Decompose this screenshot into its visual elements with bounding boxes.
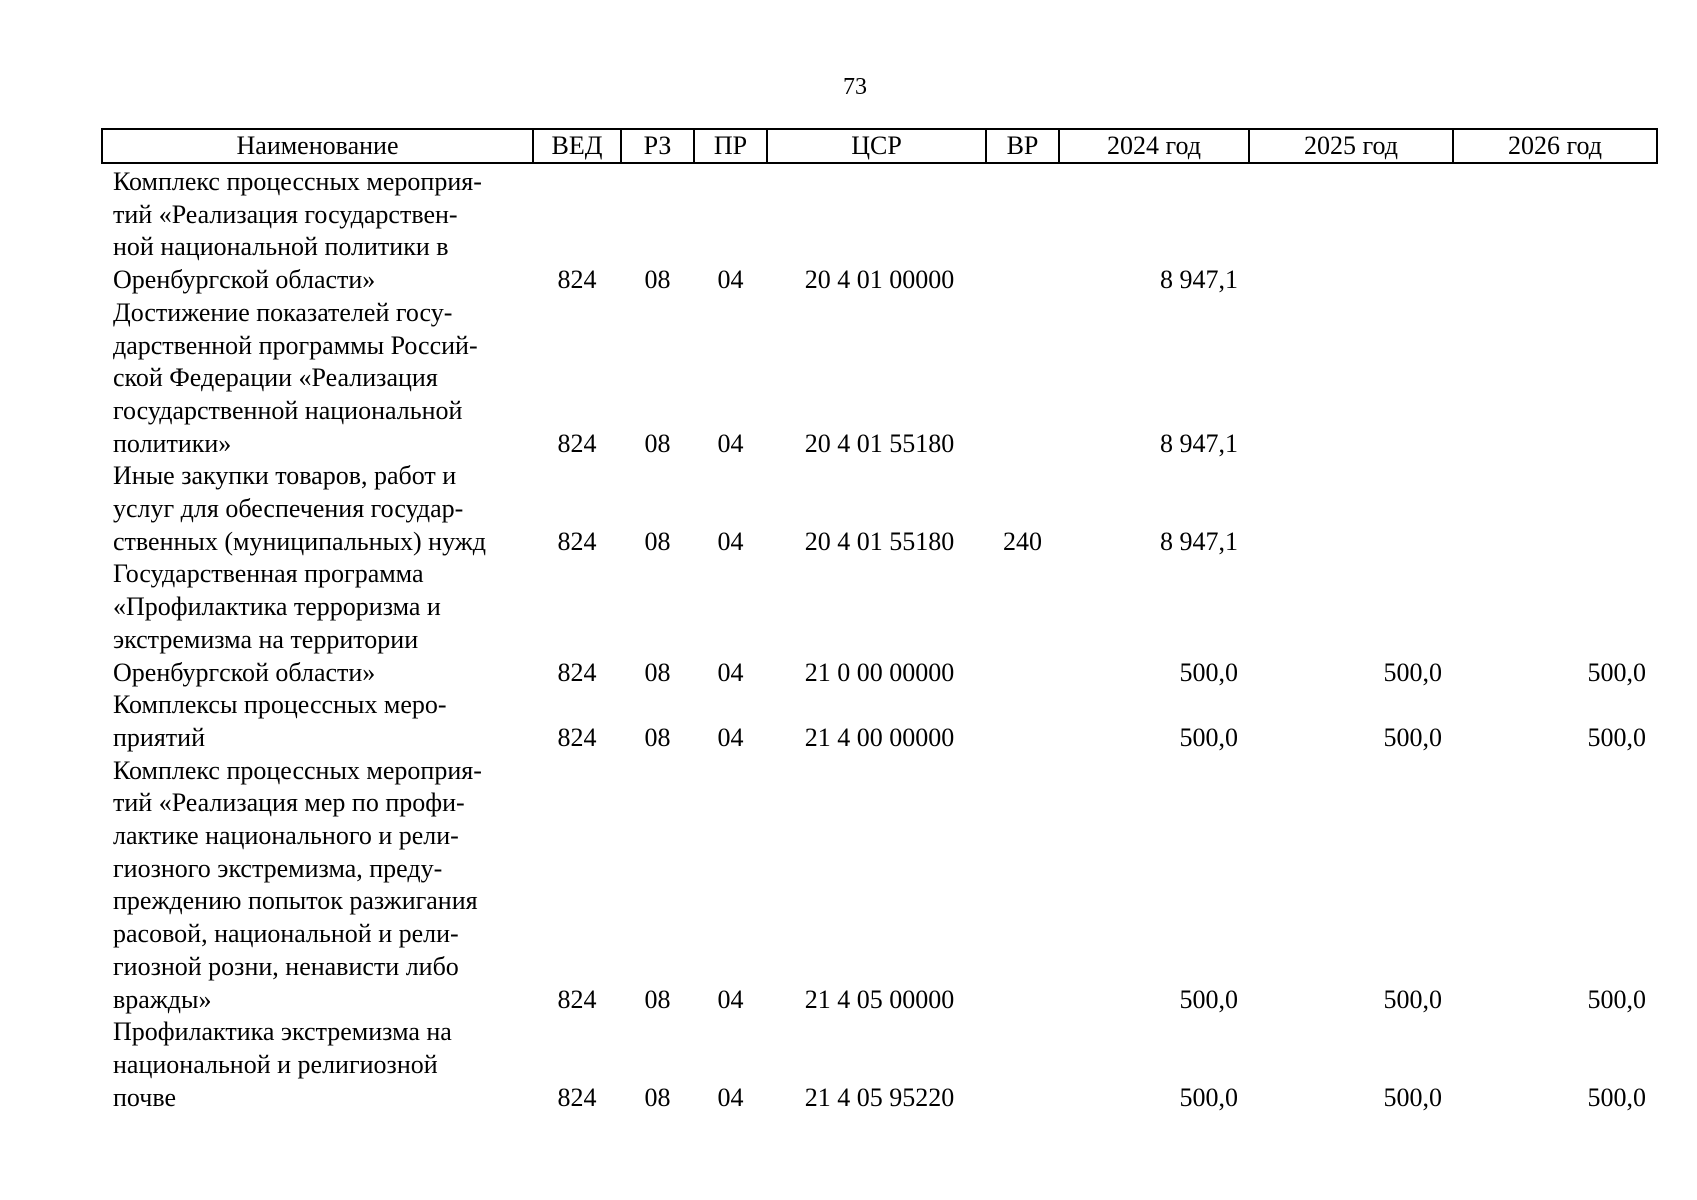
row-2025 xyxy=(1249,163,1453,297)
row-2026: 500,0 xyxy=(1587,722,1646,752)
row-2024: 8 947,1 xyxy=(1160,428,1238,458)
row-2025: 500,0 xyxy=(1383,657,1442,687)
row-csr: 20 4 01 55180 xyxy=(804,428,955,458)
row-vr xyxy=(986,755,1059,1017)
row-csr: 21 0 00 00000 xyxy=(804,657,955,687)
table-row xyxy=(102,1016,1657,1114)
table-header-row xyxy=(102,129,1657,163)
row-vr xyxy=(986,558,1059,689)
row-ved: 824 xyxy=(557,722,597,752)
row-csr: 21 4 05 00000 xyxy=(804,984,955,1014)
header-pr: ПР xyxy=(694,129,767,163)
row-name: Комплекс процессных мероприя- тий «Реализация мер по профи- лактике национального и рели- гиозного экстремизма, преду- преждению попыток разжигания расовой, национальной и рели- гиозной розни, ненависти либо вражды» xyxy=(113,755,482,1014)
header-2025: 2025 год xyxy=(1249,129,1453,163)
row-ved: 824 xyxy=(557,526,597,556)
row-2026 xyxy=(1453,163,1657,297)
row-name: Комплекс процессных мероприя- тий «Реализация государствен- ной национальной политики в Оренбургской области» xyxy=(113,167,482,295)
row-rz: 08 xyxy=(644,722,671,752)
row-vr xyxy=(986,689,1059,754)
table-row xyxy=(102,460,1657,558)
row-name: Достижение показателей госу- дарственной программы Россий- ской Федерации «Реализация государственной национальной политики» xyxy=(113,297,478,458)
row-pr: 04 xyxy=(717,984,744,1014)
header-rz: РЗ xyxy=(621,129,694,163)
header-name: Наименование xyxy=(102,129,533,163)
row-pr: 04 xyxy=(717,428,744,458)
row-2025: 500,0 xyxy=(1383,1082,1442,1112)
row-vr xyxy=(986,1016,1059,1114)
row-2024: 500,0 xyxy=(1179,657,1238,687)
row-name: Комплексы процессных меро- приятий xyxy=(113,690,447,752)
row-csr: 21 4 05 95220 xyxy=(804,1082,955,1112)
row-2024: 500,0 xyxy=(1179,984,1238,1014)
header-ved: ВЕД xyxy=(533,129,621,163)
row-2026 xyxy=(1453,460,1657,558)
row-pr: 04 xyxy=(717,1082,744,1112)
row-2024: 500,0 xyxy=(1179,1082,1238,1112)
row-2024: 500,0 xyxy=(1179,722,1238,752)
row-pr: 04 xyxy=(717,526,744,556)
row-2025 xyxy=(1249,297,1453,461)
row-2025 xyxy=(1249,460,1453,558)
row-ved: 824 xyxy=(557,265,597,295)
row-rz: 08 xyxy=(644,265,671,295)
row-name: Профилактика экстремизма на национальной и религиозной почве xyxy=(113,1017,452,1112)
row-vr xyxy=(986,297,1059,461)
row-2024: 8 947,1 xyxy=(1160,265,1238,295)
row-ved: 824 xyxy=(557,428,597,458)
row-csr: 21 4 00 00000 xyxy=(804,722,955,752)
budget-table xyxy=(101,128,1658,1114)
row-2026: 500,0 xyxy=(1587,657,1646,687)
row-rz: 08 xyxy=(644,657,671,687)
row-csr: 20 4 01 00000 xyxy=(804,265,955,295)
header-2026: 2026 год xyxy=(1453,129,1657,163)
row-2026: 500,0 xyxy=(1587,984,1646,1014)
row-2025: 500,0 xyxy=(1383,984,1442,1014)
table-row xyxy=(102,755,1657,1017)
row-ved: 824 xyxy=(557,984,597,1014)
row-2024: 8 947,1 xyxy=(1160,526,1238,556)
row-pr: 04 xyxy=(717,265,744,295)
page-number: 73 xyxy=(843,74,867,100)
row-rz: 08 xyxy=(644,984,671,1014)
header-vr: ВР xyxy=(986,129,1059,163)
header-csr: ЦСР xyxy=(767,129,986,163)
row-ved: 824 xyxy=(557,657,597,687)
row-pr: 04 xyxy=(717,657,744,687)
row-ved: 824 xyxy=(557,1082,597,1112)
row-vr: 240 xyxy=(1003,526,1042,556)
row-name: Иные закупки товаров, работ и услуг для обеспечения государ- ственных (муниципальных) нужд xyxy=(113,461,486,556)
row-vr xyxy=(986,163,1059,297)
row-pr: 04 xyxy=(717,722,744,752)
row-rz: 08 xyxy=(644,428,671,458)
row-csr: 20 4 01 55180 xyxy=(804,526,955,556)
row-name: Государственная программа «Профилактика терроризма и экстремизма на территории Оренбургской области» xyxy=(113,559,441,687)
row-2026 xyxy=(1453,297,1657,461)
row-2025: 500,0 xyxy=(1383,722,1442,752)
row-2026: 500,0 xyxy=(1587,1082,1646,1112)
table-row xyxy=(102,689,1657,754)
row-rz: 08 xyxy=(644,1082,671,1112)
table-row xyxy=(102,163,1657,297)
table-row xyxy=(102,558,1657,689)
row-rz: 08 xyxy=(644,526,671,556)
table-row xyxy=(102,297,1657,461)
header-2024: 2024 год xyxy=(1059,129,1249,163)
